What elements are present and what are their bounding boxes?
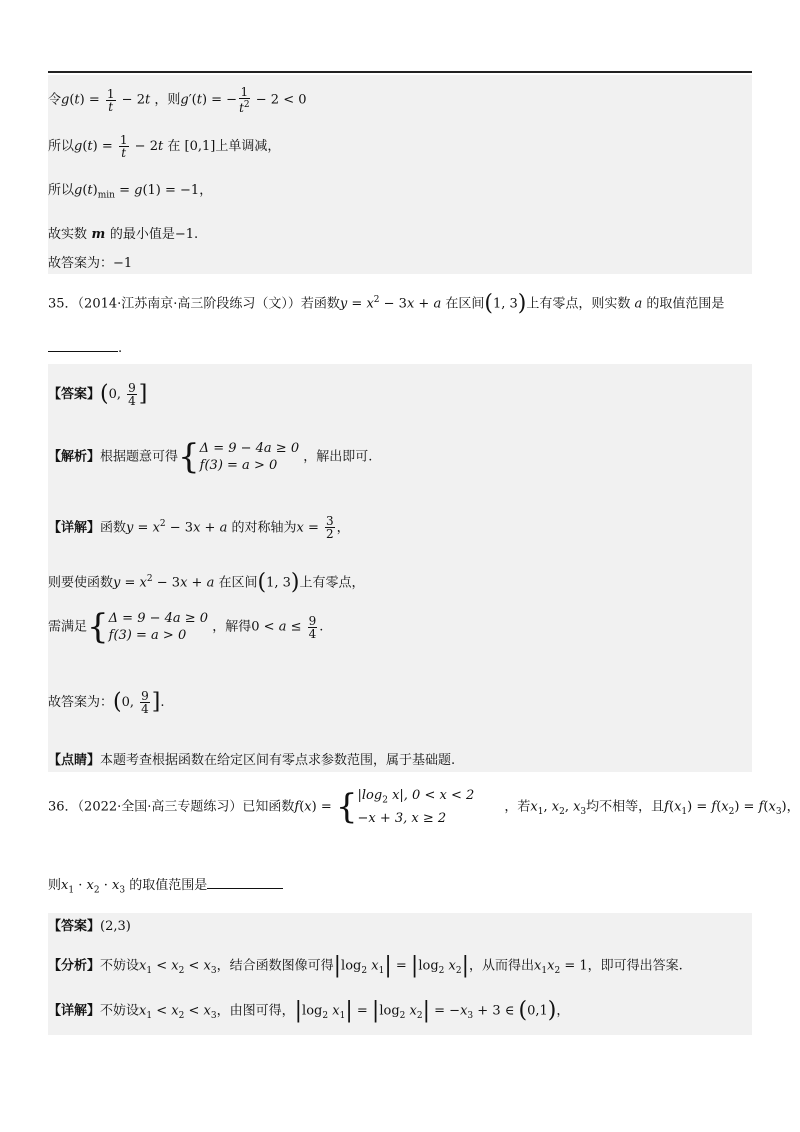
q36-range: 则$x_1 \cdot x_2 \cdot x_3$ 的取值范围是 (48, 877, 283, 900)
q35-detail-axis: 【详解】函数$y = x^2 - 3x + a$ 的对称轴为x = $\frac{3}{2}$ ， (48, 514, 350, 542)
q35-detail-zero: 则要使函数$y = x^2 - 3x + a$ 在区间(1, 3)上有零点， (48, 569, 365, 595)
line-monotone: 所以g(t) = $\frac{1}{t}$ − 2t 在 [0,1]上单调减， (48, 133, 281, 160)
q35-comment: 【点睛】本题考查根据函数在给定区间有零点求参数范围，属于基础题. (48, 753, 456, 768)
q36-analysis: 【分析】不妨设$x_1 < x_2 < x_3$，结合函数图像可得$|\log_2$ $x_1| = |\log_2$ $x_2|$，从而得出$x_1x_2 = 1$，即可得出答案. (48, 953, 683, 978)
q35-detail-condition: 需满足{Δ = 9 − 4a ≥ 0 f(3) = a > 0 ，解得0 < a ≤ $\frac{9}{4}$ . (48, 607, 324, 647)
line-min-value: 故实数 m 的最小值是−1. (48, 227, 199, 242)
q35-stem: 35．（2014·江苏南京·高三阶段练习（文））若函数$y = x^2 - 3x + a$ 在区间(1, 3)上有零点，则实数 a 的取值范围是 (48, 290, 725, 316)
line-g-def: 令g(t) = $\frac{1}{t}$ − 2t ，则g′(t) = − $\frac{1}{t^2}$ − 2 < 0 (48, 85, 307, 115)
q36-stem: 36．（2022·全国·高三专题练习）已知函数$f(x) = \{|\log_2$ x|, 0 < x < 2 −x + 3, x ≥ 2 ，若$x_1$, $x_2$, $x_3$均不相等，且$f(x_1) = f(x_2) = f(x_3)$， (48, 786, 800, 827)
line-min: 所以$g(t)_{min} = g(1) = -1$， (48, 183, 213, 201)
q35-answer: 【答案】(0, $\frac{9}{4}$ ] (48, 381, 148, 408)
q35-detail-answer: 故答案为：(0, $\frac{9}{4}$ ]. (48, 689, 165, 716)
q36-answer: 【答案】(2,3) (48, 919, 131, 934)
q36-detail: 【详解】不妨设$x_1 < x_2 < x_3$，由图可得，$|\log_2$ $x_1| = |\log_2$ $x_2| = -x_3 + 3$ ∈ (0,1)， (48, 998, 570, 1023)
q35-blank: . (48, 340, 122, 358)
top-rule (48, 71, 752, 73)
q35-analysis: 【解析】根据题意可得{Δ = 9 − 4a ≥ 0 f(3) = a > 0 ，解出即可. (48, 437, 373, 477)
line-answer-prev: 故答案为：−1 (48, 256, 133, 271)
